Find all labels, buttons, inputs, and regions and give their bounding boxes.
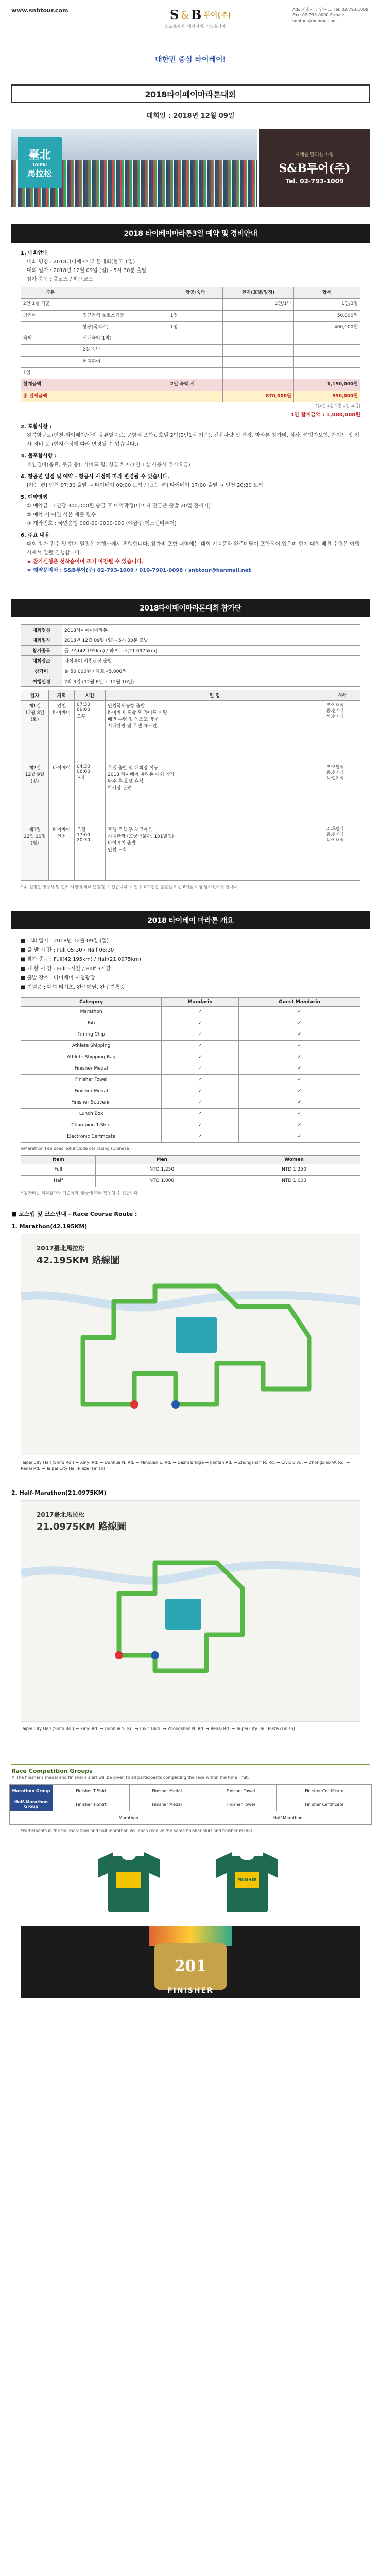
- cat-cell: ✓: [162, 1074, 239, 1086]
- event-info-table: [21, 624, 360, 687]
- gift-cell: Finisher Medal: [130, 1784, 204, 1798]
- gift-table-wrap: [9, 1784, 372, 1825]
- price-cell: [293, 356, 360, 367]
- info-label: 대회장소: [21, 655, 62, 666]
- price-cell: [168, 333, 223, 345]
- itin-th: 일 정: [106, 690, 324, 700]
- booking-h5-item: ② 예약 시 여권 사본 제출 필수: [27, 512, 96, 518]
- info-label: 참가종목: [21, 645, 62, 655]
- price-th: 합계: [293, 287, 360, 299]
- cat-cell: ✓: [239, 1029, 360, 1040]
- overview-item: ■ 제 한 시 간 : Full 5시간 / Half 3시간: [21, 965, 111, 972]
- race-date: 대회일 : 2018년 12월 09일: [146, 112, 235, 120]
- price-cell: [168, 356, 223, 367]
- table-row: [21, 345, 360, 356]
- start-marker: [130, 1400, 138, 1409]
- itin-day: 제2일 12월 9일 (일): [21, 762, 49, 824]
- table-row: [21, 1063, 360, 1074]
- price-cell: [80, 368, 168, 379]
- race-overview: [21, 937, 360, 992]
- gift-group-label: Marathon Group: [10, 1784, 53, 1798]
- gift-cell: Finisher Towel: [204, 1784, 277, 1798]
- map-marathon-logo: [165, 1599, 201, 1630]
- price-cell: 총 결제금액: [21, 391, 80, 402]
- booking-h5-item: ① 예약금 : 1인당 300,000원 송금 후 예약확정(나머지 잔금은 출발 20일 전까지): [27, 503, 211, 509]
- price-cell: 1인/1박: [223, 299, 293, 310]
- cat-cell: ✓: [162, 1108, 239, 1120]
- full-map-title: 2017臺北馬拉松: [37, 1244, 85, 1252]
- booking-item: 대회 일자 : 2018년 12월 09일 (일) - 5시 30분 출발: [27, 268, 147, 274]
- booking-h6: 6. 주요 내용: [21, 532, 50, 538]
- fee-header: [21, 1155, 360, 1164]
- logo-letter-b: B: [190, 7, 202, 22]
- cat-cell: ✓: [162, 1063, 239, 1074]
- table-row: [21, 1052, 360, 1063]
- price-cell: [168, 391, 223, 402]
- itin-meal: 조:호텔식 중:현지식 석:기내식: [324, 824, 360, 880]
- info-value: 2박 3일 (12월 8일 ~ 12월 10일): [62, 676, 360, 686]
- booking-contact[interactable]: ★ 예약문의처 : S&B투어(주) 02-793-1009 / 010-7901-0098 / snbtour@hanmail.net: [27, 567, 251, 573]
- section-booking-title: 2018 타이베이마라톤3일 예약 및 경비안내: [11, 224, 370, 243]
- price-cell: [21, 356, 80, 367]
- site-url-link[interactable]: www.snbtour.com: [11, 7, 68, 14]
- finish-marker: [151, 1651, 159, 1659]
- cat-cell: ✓: [162, 1131, 239, 1142]
- gift-group-label: Half-Marathon Group: [10, 1798, 53, 1811]
- full-course-map: [21, 1234, 360, 1455]
- price-footer-total: 1인 합계금액 : 1,080,000원: [290, 412, 360, 418]
- header-slogan: 대한민 중심 타이베이!: [155, 56, 226, 64]
- tshirt-back-image: [216, 1846, 278, 1913]
- itin-plan: 호텔 출발 및 대회장 이동 2018 타이베이 마라톤 대회 참가 완주 후 호텔 휴식 야시장 관광: [106, 762, 324, 824]
- hero-banner-text-1: 臺北: [28, 148, 51, 162]
- table-row: [21, 676, 360, 686]
- cat-cell: ✓: [239, 1120, 360, 1131]
- price-cell: 숙박: [21, 333, 80, 345]
- itin-plan: 호텔 조식 후 체크아웃 시내관광 (고궁박물관, 101빌딩) 타이베이 출발 인천 도착: [106, 824, 324, 880]
- booking-h1: 1. 대회안내: [21, 250, 48, 256]
- cat-cell: ✓: [162, 1040, 239, 1052]
- price-cell: 2인 1실 기준: [21, 299, 80, 310]
- price-th: 구분: [21, 287, 80, 299]
- company-address: Add:서울시 강남구 ... Tel: 02-793-1009 Fax: 02-793-0000 E-mail: snbtour@hanmail.net: [292, 7, 369, 23]
- table-row: [21, 1175, 360, 1187]
- cat-cell: Lunch Box: [21, 1108, 162, 1120]
- finish-marker: [171, 1400, 180, 1409]
- section-overview-title: 2018 타이베이 마라톤 개요: [11, 911, 370, 929]
- itinerary-header: [21, 690, 360, 700]
- cat-cell: ✓: [239, 1052, 360, 1063]
- table-row: [21, 1164, 360, 1175]
- hero-banner-text-3: 馬拉松: [27, 168, 52, 178]
- booking-red-note: ★ 참가신청은 선착순이며 조기 마감될 수 있습니다.: [27, 558, 144, 565]
- cat-cell: Champion T-Shirt: [21, 1120, 162, 1131]
- gift-cell: Half-Marathon: [204, 1811, 372, 1824]
- itin-day: 제1일 12월 8일 (토): [21, 700, 49, 762]
- info-value: 2018타이페이마라톤: [62, 624, 360, 635]
- fee-cell: NTD 1,250: [96, 1164, 228, 1175]
- itin-plan: 인천국제공항 출발 타이베이 도착 후 가이드 미팅 배번 수령 및 엑스포 방문 시내관광 및 호텔 체크인: [106, 700, 324, 762]
- table-row: [21, 824, 360, 880]
- booking-h3-text: 개인경비(음료, 주류 등), 가이드 팁, 싱글 차지(1인 1실 사용시 추가요금): [27, 462, 190, 468]
- fee-cell: NTD 1,250: [228, 1164, 360, 1175]
- price-cell: [168, 345, 223, 356]
- table-row: [21, 1108, 360, 1120]
- gift-cell: Finisher Medal: [130, 1798, 204, 1811]
- table-row: [21, 1086, 360, 1097]
- price-cell: [223, 368, 293, 379]
- itinerary-note: * 위 일정은 항공사 및 현지 사정에 의해 변경될 수 있습니다. 여권 유효기간은 출발일 기준 6개월 이상 남아있어야 합니다.: [21, 884, 239, 889]
- cat-cell: ✓: [162, 1052, 239, 1063]
- cat-cell: ✓: [239, 1040, 360, 1052]
- price-cell: 시내숙박(1박): [80, 333, 168, 345]
- tshirt-showcase: [21, 1841, 360, 1919]
- cat-cell: Marathon: [21, 1006, 162, 1018]
- itinerary-table: [21, 690, 360, 881]
- medal-finisher-text: FINISHER: [167, 1986, 214, 1995]
- half-course-heading: 2. Half-Marathon(21.0975KM): [11, 1489, 107, 1497]
- price-grand-row: [21, 391, 360, 402]
- itin-time: 오전 17:00 20:30: [75, 824, 106, 880]
- cat-cell: ✓: [239, 1097, 360, 1108]
- fee-th: Item: [21, 1155, 96, 1164]
- price-cell: 1인/3일: [293, 299, 360, 310]
- hero-banner-text-2: TAIPEI: [32, 162, 47, 167]
- overview-item: ■ 출발 장소 : 타이베이 시청광장: [21, 975, 95, 981]
- cat-cell: ✓: [239, 1108, 360, 1120]
- price-cell: 정규가격 풀코스기준: [80, 310, 168, 321]
- itin-city: 인천 타이베이: [49, 700, 75, 762]
- price-cell: 950,000원: [293, 391, 360, 402]
- gift-cell: Finisher Certificate: [277, 1798, 372, 1811]
- cat-th: Mandarin: [162, 997, 239, 1006]
- price-table: [21, 287, 360, 402]
- table-row: [21, 645, 360, 655]
- category-table: [21, 997, 360, 1143]
- table-row: [21, 1097, 360, 1108]
- table-row: [21, 666, 360, 676]
- start-marker: [115, 1651, 123, 1659]
- page-title: 2018타이페이마라톤대회: [11, 84, 370, 103]
- gift-note: *Participants in the full marathon and half marathon will each receive the same finisher shirt and finisher medal.: [21, 1828, 253, 1833]
- fee-cell: Full: [21, 1164, 96, 1175]
- booking-h3: 3. 불포함사항 :: [21, 453, 57, 459]
- cat-cell: ✓: [162, 1018, 239, 1029]
- cat-cell: Athlete Shipping Bag: [21, 1052, 162, 1063]
- table-row: [21, 321, 360, 333]
- info-value: 2018년 12월 09일 (일) - 5시 30분 출발: [62, 635, 360, 645]
- price-cell: [80, 379, 168, 391]
- cat-cell: ✓: [239, 1006, 360, 1018]
- fee-table-wrap: [21, 1155, 360, 1187]
- cat-cell: Finisher Souvenir: [21, 1097, 162, 1108]
- price-th: [80, 287, 168, 299]
- booking-h4-text: [가는 편] 인천 07:30 출발 → 타이베이 09:00 도착 / [오는 편] 타이베이 17:00 출발 → 인천 20:30 도착: [27, 482, 264, 488]
- table-row: [21, 1131, 360, 1142]
- itin-city: 타이베이 인천: [49, 824, 75, 880]
- taipei-marathon-logo: [18, 137, 62, 188]
- gift-cell: [10, 1811, 53, 1824]
- price-cell: 합계금액: [21, 379, 80, 391]
- itin-day: 제3일 12월 10일 (월): [21, 824, 49, 880]
- table-row: [21, 624, 360, 635]
- site-header: [0, 0, 381, 77]
- price-cell: [223, 321, 293, 333]
- cat-cell: ✓: [239, 1074, 360, 1086]
- itin-city: 타이베이: [49, 762, 75, 824]
- table-row: [21, 1120, 360, 1131]
- hero-photo: [11, 129, 257, 207]
- medal-face: 201: [154, 1943, 227, 1990]
- price-cell: [223, 356, 293, 367]
- itin-time: 07:30 09:00 오후: [75, 700, 106, 762]
- info-label: 대회일자: [21, 635, 62, 645]
- itin-th: 시간: [75, 690, 106, 700]
- itin-th: 일자: [21, 690, 49, 700]
- price-cell: [80, 299, 168, 310]
- full-map-subtitle: 42.195KM 路線圖: [37, 1255, 120, 1266]
- course-heading: ■ 코스맵 및 코스안내 - Race Course Route :: [11, 1210, 137, 1217]
- table-row: [21, 368, 360, 379]
- hero-side-panel: [259, 129, 370, 207]
- logo-ampersand-icon: &: [181, 8, 189, 21]
- half-route-description: Taipei City Hall (Shifu Rd.) → Xinyi Rd. → Dunhua S. Rd. → Civic Blvd. → Zhongshan N. Rd. → Renai Rd. → Taipei City Hall Plaza (Finish): [21, 1726, 295, 1732]
- booking-h4: 4. 항공편 일정 및 예약 - 항공사 사정에 따라 변경될 수 있습니다.: [21, 473, 169, 480]
- cat-cell: ✓: [162, 1006, 239, 1018]
- price-cell: [21, 345, 80, 356]
- price-cell: [21, 321, 80, 333]
- cat-th: Guest Mandarin: [239, 997, 360, 1006]
- table-row: [21, 635, 360, 645]
- full-course-heading: 1. Marathon(42.195KM): [11, 1223, 88, 1230]
- half-map-title: 2017臺北馬拉松: [37, 1511, 85, 1519]
- table-row: [21, 310, 360, 321]
- table-row: [10, 1798, 372, 1811]
- full-route-description: Taipei City Hall (Shifu Rd.) → Xinyi Rd. → Dunhua N. Rd. → Minquan E. Rd. → Dazhi Bridge → Jiantan Rd. → Zhongshan N. Rd. → Civic Blvd. → Zhongxiao W. Rd. → Renai Rd. → Taipei City Hall Plaza (Finish): [21, 1460, 350, 1471]
- cat-cell: Electronic Certificate: [21, 1131, 162, 1142]
- cat-cell: ✓: [162, 1097, 239, 1108]
- section-group-title: 2018타이페이마라톤대회 참가단: [11, 599, 370, 617]
- fee-cell: NTD 1,000: [228, 1175, 360, 1187]
- table-row: [21, 1029, 360, 1040]
- fee-table: [21, 1155, 360, 1187]
- race-groups-title: Race Competition Groups: [11, 1767, 93, 1774]
- table-row: [21, 700, 360, 762]
- map-marathon-logo: [176, 1317, 217, 1353]
- itin-time: 04:30 06:00 오후: [75, 762, 106, 824]
- overview-item: ■ 출 발 시 간 : Full 05:30 / Half 06:30: [21, 947, 114, 953]
- info-value: 풀코스(42.195km) / 하프코스(21.0975km): [62, 645, 360, 655]
- table-row: [21, 356, 360, 367]
- gift-cell: Finisher Towel: [204, 1798, 277, 1811]
- table-row: [21, 1074, 360, 1086]
- group-info: [21, 624, 360, 890]
- tshirt-print: [116, 1872, 141, 1888]
- booking-info: [21, 249, 360, 575]
- price-cell: 50,000원: [293, 310, 360, 321]
- table-row: [21, 1040, 360, 1052]
- cat-th: Category: [21, 997, 162, 1006]
- overview-item: ■ 대회 일자 : 2018년 12월 09일 (일): [21, 938, 109, 944]
- table-row: [10, 1784, 372, 1798]
- category-header: [21, 997, 360, 1006]
- price-cell: 2일 숙박: [80, 345, 168, 356]
- logo-letter-s: S: [170, 7, 179, 22]
- gift-cell: Marathon: [53, 1811, 204, 1824]
- gift-cell: Finisher T-Shirt: [53, 1798, 130, 1811]
- table-row: [21, 762, 360, 824]
- overview-item: ■ 참가 종목 : Full(42.195km) / Half(21.0975km): [21, 956, 141, 962]
- half-course-svg: [21, 1501, 360, 1722]
- cat-cell: ✓: [239, 1131, 360, 1142]
- hero-side-slogan: 세계를 달리는 사람: [295, 152, 334, 158]
- booking-h2-text: 왕복항공료(인천-타이베이/사이 유류할증료, 공항세 포함), 호텔 2박(2인1실 기준), 전용차량 및 관광, 마라톤 참가비, 식사, 여행자보험, 가이드 및 기사 경비 등 (현지사정에 따라 변경될 수 있습니다.): [27, 432, 360, 447]
- price-table-header: [21, 287, 360, 299]
- hero-side-logo: S&B투어(주): [279, 162, 351, 175]
- cat-cell: ✓: [239, 1063, 360, 1074]
- booking-item: 대회 명칭 : 2018타이페이마라톤대회(한국 1일): [27, 259, 135, 265]
- itin-meal: 조:호텔식 중:현지식 석:현지식: [324, 762, 360, 824]
- fee-th: Men: [96, 1155, 228, 1164]
- cat-cell: Finisher Medal: [21, 1086, 162, 1097]
- cat-cell: Athlete Shipping: [21, 1040, 162, 1052]
- half-course-map: [21, 1500, 360, 1722]
- price-cell: 참가비: [21, 310, 80, 321]
- table-row: [21, 333, 360, 345]
- info-label: 여행일정: [21, 676, 62, 686]
- price-cell: [223, 379, 293, 391]
- race-groups-desc: ※ The finisher's medal and finisher's shirt will be given to all participants completing the race within the time limit.: [11, 1775, 249, 1780]
- info-label: 대회명칭: [21, 624, 62, 635]
- price-cell: 현지투어: [80, 356, 168, 367]
- price-total-row: [21, 379, 360, 391]
- booking-h2: 2. 포함사항 :: [21, 423, 52, 430]
- fee-th: Women: [228, 1155, 360, 1164]
- fee-cell: NTD 1,000: [96, 1175, 228, 1187]
- fee-note-2: * 참가비는 해외참가자 기준이며, 환율에 따라 변동될 수 있습니다.: [21, 1190, 140, 1195]
- price-cell: 2일 숙박 시: [168, 379, 223, 391]
- full-course-svg: [21, 1234, 360, 1455]
- logo-tagline: 스포츠레저, 해외여행, 기업출장지: [165, 24, 226, 29]
- table-row: [10, 1811, 372, 1824]
- booking-h5: 5. 예약방법: [21, 494, 48, 500]
- hero-side-phone[interactable]: Tel. 02-793-1009: [285, 178, 344, 185]
- cat-cell: Bib: [21, 1018, 162, 1029]
- booking-h5-item: ③ 계좌번호 : 국민은행 000-00-0000-000 (예금주:에스앤비투어): [27, 520, 177, 527]
- itin-meal: 조:기내식 중:현지식 석:현지식: [324, 700, 360, 762]
- cat-cell: Finisher Towel: [21, 1074, 162, 1086]
- brand-logo[interactable]: [165, 7, 231, 29]
- price-cell: [80, 391, 168, 402]
- price-cell: 1명: [168, 321, 223, 333]
- price-cell: [293, 345, 360, 356]
- table-row: [21, 1006, 360, 1018]
- price-cell: [223, 345, 293, 356]
- price-cell: [293, 368, 360, 379]
- price-th: 현지(호텔/일정): [223, 287, 293, 299]
- tshirt-front-image: [98, 1846, 160, 1913]
- table-row: [21, 655, 360, 666]
- cat-cell: ✓: [239, 1018, 360, 1029]
- info-label: 참가비: [21, 666, 62, 676]
- price-cell: [223, 310, 293, 321]
- half-map-subtitle: 21.0975KM 路線圖: [37, 1521, 127, 1533]
- price-cell: [293, 333, 360, 345]
- price-cell: 항공(국적기): [80, 321, 168, 333]
- fee-cell: Half: [21, 1175, 96, 1187]
- category-table-wrap: [21, 997, 360, 1143]
- info-value: 풀 50,000원 / 하프 45,000원: [62, 666, 360, 676]
- hero-banner: [11, 129, 370, 207]
- overview-item: ■ 기념품 : 대회 티셔츠, 완주메달, 완주기록증: [21, 984, 125, 990]
- price-note: *(2인 1실기준 1인 요금): [315, 403, 360, 408]
- gift-cell: Finisher Certificate: [277, 1784, 372, 1798]
- itin-th: 식사: [324, 690, 360, 700]
- price-cell: [223, 333, 293, 345]
- race-groups-section: [11, 1764, 370, 1780]
- price-cell: [168, 299, 223, 310]
- info-value: 타이베이 시청광장 출발: [62, 655, 360, 666]
- table-row: [21, 299, 360, 310]
- cat-cell: ✓: [239, 1086, 360, 1097]
- logo-tour-text: 투어(주): [203, 11, 231, 20]
- cat-cell: Finisher Medal: [21, 1063, 162, 1074]
- price-cell: 1명: [168, 310, 223, 321]
- itin-th: 지역: [49, 690, 75, 700]
- price-cell: 1,190,000원: [293, 379, 360, 391]
- price-cell: 460,000원: [293, 321, 360, 333]
- cat-cell: ✓: [162, 1086, 239, 1097]
- booking-h6-text: 대회 참가 접수 및 현지 일정은 여행사에서 진행합니다. 참가비 포함 내역에는 대회 기념품과 완주메달이 포함되어 있으며 현지 대회 배번 수령은 여행사에서 일괄 진행합니다.: [27, 541, 360, 556]
- price-cell: [168, 368, 223, 379]
- price-cell: 870,000원: [223, 391, 293, 402]
- booking-item: 참가 종목 : 풀코스 / 하프코스: [27, 277, 93, 282]
- gift-cell: Finisher T-Shirt: [53, 1784, 130, 1798]
- gift-table: [9, 1784, 372, 1825]
- finisher-medal-image: [21, 1926, 360, 1998]
- table-row: [21, 1018, 360, 1029]
- cat-cell: ✓: [162, 1029, 239, 1040]
- cat-cell: Timing Chip: [21, 1029, 162, 1040]
- price-th: 항공/숙박: [168, 287, 223, 299]
- cat-cell: ✓: [162, 1120, 239, 1131]
- price-cell: 1인: [21, 368, 80, 379]
- tshirt-back-print: FINISHER: [235, 1872, 259, 1888]
- fee-note: ※Marathon Fee does not include car racing (Chinese).: [21, 1146, 132, 1151]
